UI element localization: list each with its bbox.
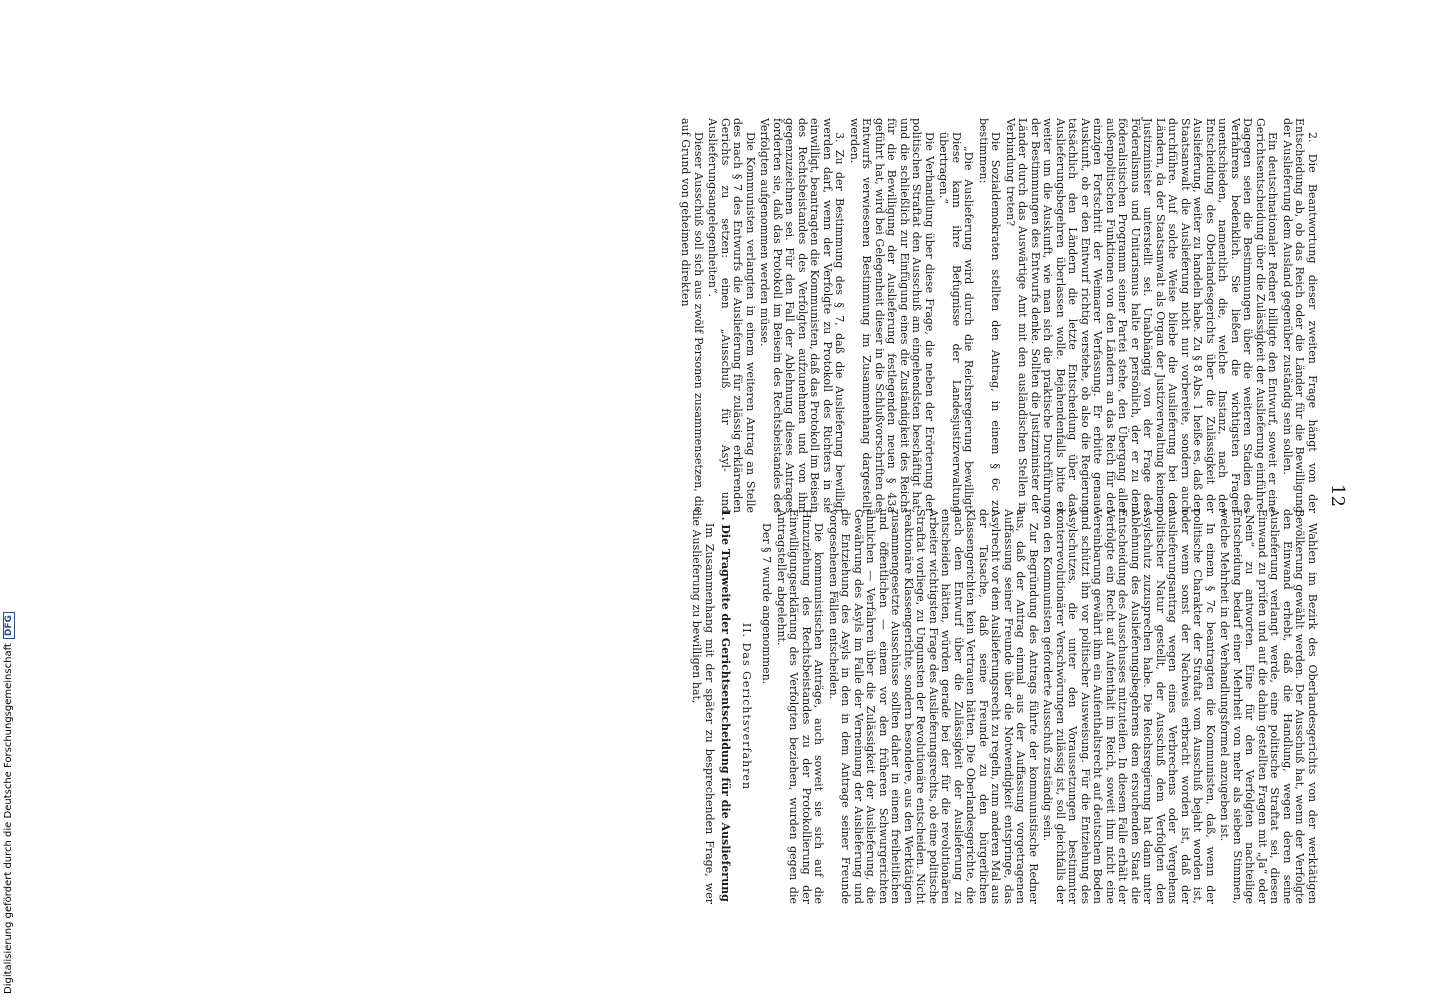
paragraph: Die Kommunisten verlangten in einem weiteren Antrag an Stelle des nach § 7 des Entwurfs die Auslieferung für zulässig erklärenden Gerichts zu setzen: einen „Ausschuß für Asyl- und Auslieferungsangelegenheiten“.: [706, 118, 757, 513]
subsection-heading: 1. Die Tragweite der Gerichtsentscheidung für die Auslieferung: [719, 509, 733, 902]
paragraph: Im Zusammenhang mit der später zu besprechenden Frage, wer die Auslieferung zu bewilligen hat,: [690, 509, 716, 904]
paragraph: Die kommunistischen Anträge, auch soweit sie sich auf die Hinzuziehung des Rechtsbeistandes zu der Protokollierung der Einwilligungserklärung des Verfolgten beziehen, wurden gegen die Antragsteller abgelehnt.: [775, 509, 826, 904]
digitization-footer: [0, 0, 16, 1000]
paragraph: Die Sozialdemokraten stellten den Antrag, in einem § 6c zu bestimmen:: [977, 118, 1003, 513]
section-heading: II. Das Gerichtsverfahren: [740, 622, 753, 791]
paragraph: In einem § 7c beantragten die Kommunisten, daß, wenn der politische Charakter der Straftat vom Ausschuß bejaht worden ist, oder wenn sonst der Nachweis erbracht worden ist, daß der Auslieferungsantrag wegen eines Verbrechens oder Vergehens politischer Natur gestellt, der Ausschuß dem Verfolgten den Asylschutz zuzusprechen habe. Die Reichsregierung hat dann unter Ablehnung des Auslieferungsbegehrens dem ersuchenden Staat die Entscheidung des Ausschusses mitzuteilen. In diesem Falle erhält der Verfolgte ein Recht auf Aufenthalt im Reich, soweit ihm nicht eine Vereinbarung gewährt ihm ein Aufenthaltsrecht auf deutschem Boden und schützt ihn vor politischer Ausweisung. Für die Entziehung des Asylschutzes, die unter den Voraussetzungen bestimmter konterrevolutionärer Verschwörungen zulässig ist, soll gleichfalls der von den Kommunisten geforderte Ausschuß zuständig sein.: [1041, 509, 1217, 904]
paragraph: Der § 7 wurde angenommen.: [760, 523, 774, 685]
paragraph: Die Verhandlung über diese Frage, die neben der Erörterung der politischen Straftat den Ausschuß am eingehendsten beschäftigt hat, und die schließlich zur Einfügung eines die Zuständigkeit des Reichs für die Bewilligung der Auslieferung festlegenden neuen § 43a geführt hat, wird bei Gelegenheit dieser in die Schlußvorschriften des Entwurfs verwiesenen Bestimmung im Zusammenhang dargestellt werden.: [848, 118, 936, 513]
dfg-logo: DFG: [3, 612, 15, 639]
paragraph: Wahlen im Bezirk des Oberlandesgerichts von der werktätigen Bevölkerung gewählt werden. Der Ausschuß hat, wenn der Verfolgte den Einwand erhebt, daß die Handlung, wegen deren seine Auslieferung verlangt werde, eine politische Straftat sei, diesen Einwand zu prüfen und auf die dahin gestellten Fragen mit „Ja“ oder „Nein“ zu antworten. Eine für den Verfolgten nachteilige Entscheidung bedarf einer Mehrheit von mehr als sieben Stimmen, welche Mehrheit in der Verhandlungsformel anzugeben ist.: [1218, 509, 1319, 904]
paragraph: Ein deutschnationaler Redner billigte den Entwurf, soweit er eine Gerichtsentscheidung über die Zulässigkeit der Auslieferung einführe. Dagegen seien die Bestimmungen über die weiteren Stadien des Verfahrens bedenklich. Sie ließen die wichtigsten Fragen unentschieden, namentlich die, welche Instanz, nach der Entscheidung des Oberlandesgerichts über die Zulässigkeit der Auslieferung, weiter zu handeln habe. Zu § 8 Abs. 1 heiße es, daß der Staatsanwalt die Auslieferung nicht nur vorbereite, sondern auch durchführe. Auf solche Weise bliebe die Auslieferung bei den Ländern, da der Staatsanwalt als Organ der Justizverwaltung keinem Justizminister unterstellt sei. Unabhängig von der Frage des Föderalismus und Unitarismus halte er persönlich, der er zu dem föderalistischen Programm seiner Partei stehe, den Übergang aller außenpolitischen Funktionen von den Ländern an das Reich für den einzigen Fortschritt der Weimarer Verfassung. Er erbitte genaue Auskunft, ob er den Entwurf richtig verstehe, ob also die Regierung tatsächlich den Ländern die letzte Entscheidung über das Auslieferungsbegehren überlassen wolle. Bejahendenfalls bitte er weiter um die Auskunft, wie man sich die praktische Durchführung der Bestimmungen des Entwurfs denke. Sollten die Justizminister der Länder durch das Auswärtige Amt mit den ausländischen Stellen in Verbindung treten?: [1004, 118, 1280, 513]
paragraph: 2. Die Beantwortung dieser zweiten Frage hängt von der Entscheidung ab, ob das Reich oder die Länder für die Bewilligung der Auslieferung dem Ausland gegenüber zuständig sein sollen.: [1281, 118, 1319, 513]
paragraph: Dieser Ausschuß soll sich aus zwölf Personen zusammensetzen, die auf Grund von geheimen direkten: [679, 118, 705, 513]
paragraph: Zur Begründung des Antrags führte der kommunistische Redner aus, daß der Antrag einmal aus der Auffassung vorgetragenen Auffassung seiner Freunde über die Notwendigkeit entspringe, das Asylrecht vor dem Auslieferungsrecht zu regeln, zum anderen Mal aus der Tatsache, daß seine Freunde zu den bürgerlichen Klassengerichten kein Vertrauen hätten. Die Oberlandesgerichte, die nach dem Entwurf über die Zulässigkeit der Auslieferung zu entscheiden hätten, würden gerade bei der für die revolutionären Arbeiter wichtigsten Frage des Auslieferungsrechts, ob eine politische Straftat vorliege, zu Ungunsten der Revolutionäre entscheiden. Nicht reaktionäre Klassengerichte, sondern besondere, aus den Werktätigen zusammengesetzte Ausschüsse sollten daher in einem freiheitlichen und öffentlichen — einem vor den früheren Schwurgerichten ähnlichen — Verfahren über die Zulässigkeit der Auslieferung, die Gewährung des Asyls im Falle der Verneinung der Auslieferung und die Entziehung des Asyls in den in dem Antrage seiner Freunde vorgesehenen Fällen entscheiden.: [827, 509, 1040, 904]
quoted-paragraph: „Die Auslieferung wird durch die Reichsregierung bewilligt. Diese kann ihre Befugnisse der Landesjustizverwaltung übertragen.“: [937, 132, 976, 513]
paragraph: 3. Zu der Bestimmung des § 7, daß die Auslieferung bewilligt werden darf, wenn der Verfolgte zu Protokoll des Richters in sie einwilligt, beantragten die Kommunisten, daß das Protokoll im Beisein des Rechtsbeistandes des Verfolgten aufzunehmen und von ihm gegenzuzeichnen sei. Für den Fall der Ablehnung dieses Antrages forderten sie, daß das Protokoll im Beisein des Rechtsbeistandes des Verfolgten aufgenommen werden müsse.: [758, 118, 847, 513]
right-text-column: [688, 509, 1318, 904]
footer-line: [3, 612, 15, 994]
footer-credit-text: Digitalisierung gefördert durch die Deutsche Forschungsgemeinschaft: [3, 643, 14, 994]
page-number: 12: [1327, 484, 1348, 507]
left-text-column: [677, 118, 1318, 513]
